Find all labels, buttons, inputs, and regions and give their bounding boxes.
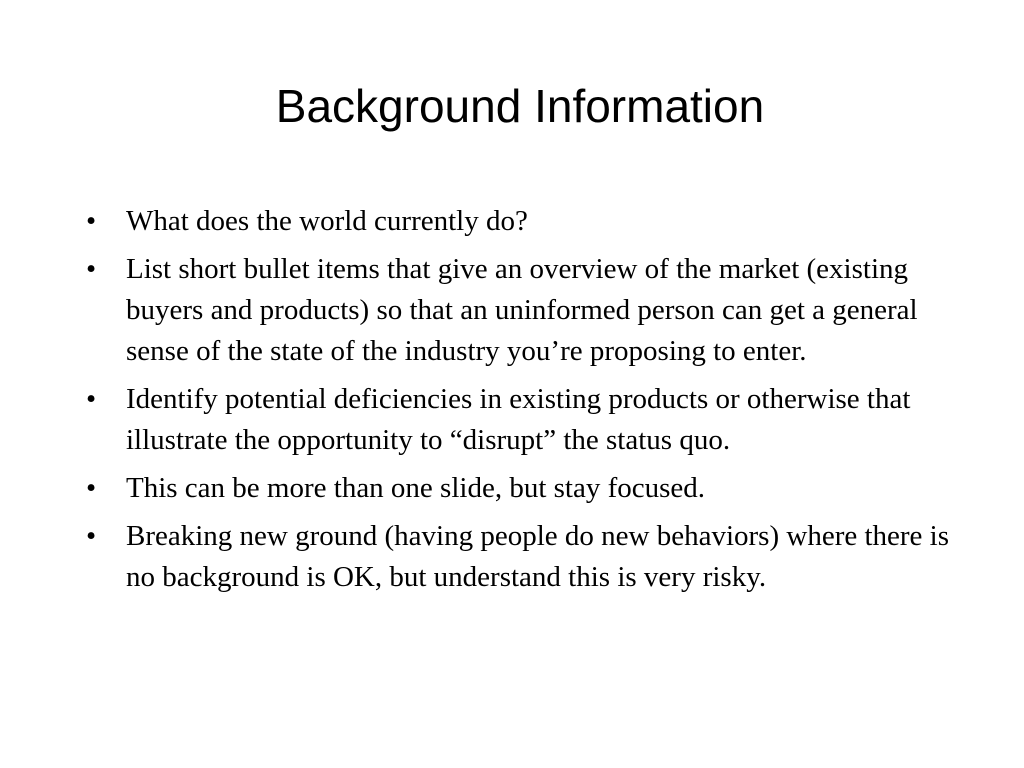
bullet-item <box>84 468 964 509</box>
bullet-mark: • <box>86 205 97 237</box>
bullet-item <box>84 516 964 598</box>
bullet-text: Identify potential deficiencies in existing products or otherwise that illustrate the opportunity to “disrupt” the status quo. <box>126 383 911 456</box>
bullet-mark: • <box>86 253 97 285</box>
bullet-mark: • <box>86 383 97 415</box>
bullet-mark: • <box>86 520 97 552</box>
bullet-text: List short bullet items that give an overview of the market (existing buyers and products) so that an uninformed person can get a general sense of the state of the industry you’re proposing to enter. <box>126 253 918 367</box>
bullet-item <box>84 249 964 372</box>
bullet-text: This can be more than one slide, but stay focused. <box>126 472 706 504</box>
bullet-text: Breaking new ground (having people do new behaviors) where there is no background is OK, but understand this is very risky. <box>126 520 950 593</box>
bullet-list <box>84 201 964 605</box>
slide-title: Background Information <box>275 80 765 132</box>
bullet-mark: • <box>86 472 97 504</box>
bullet-item <box>84 379 964 461</box>
bullet-item <box>84 201 964 242</box>
bullet-text: What does the world currently do? <box>126 205 528 237</box>
